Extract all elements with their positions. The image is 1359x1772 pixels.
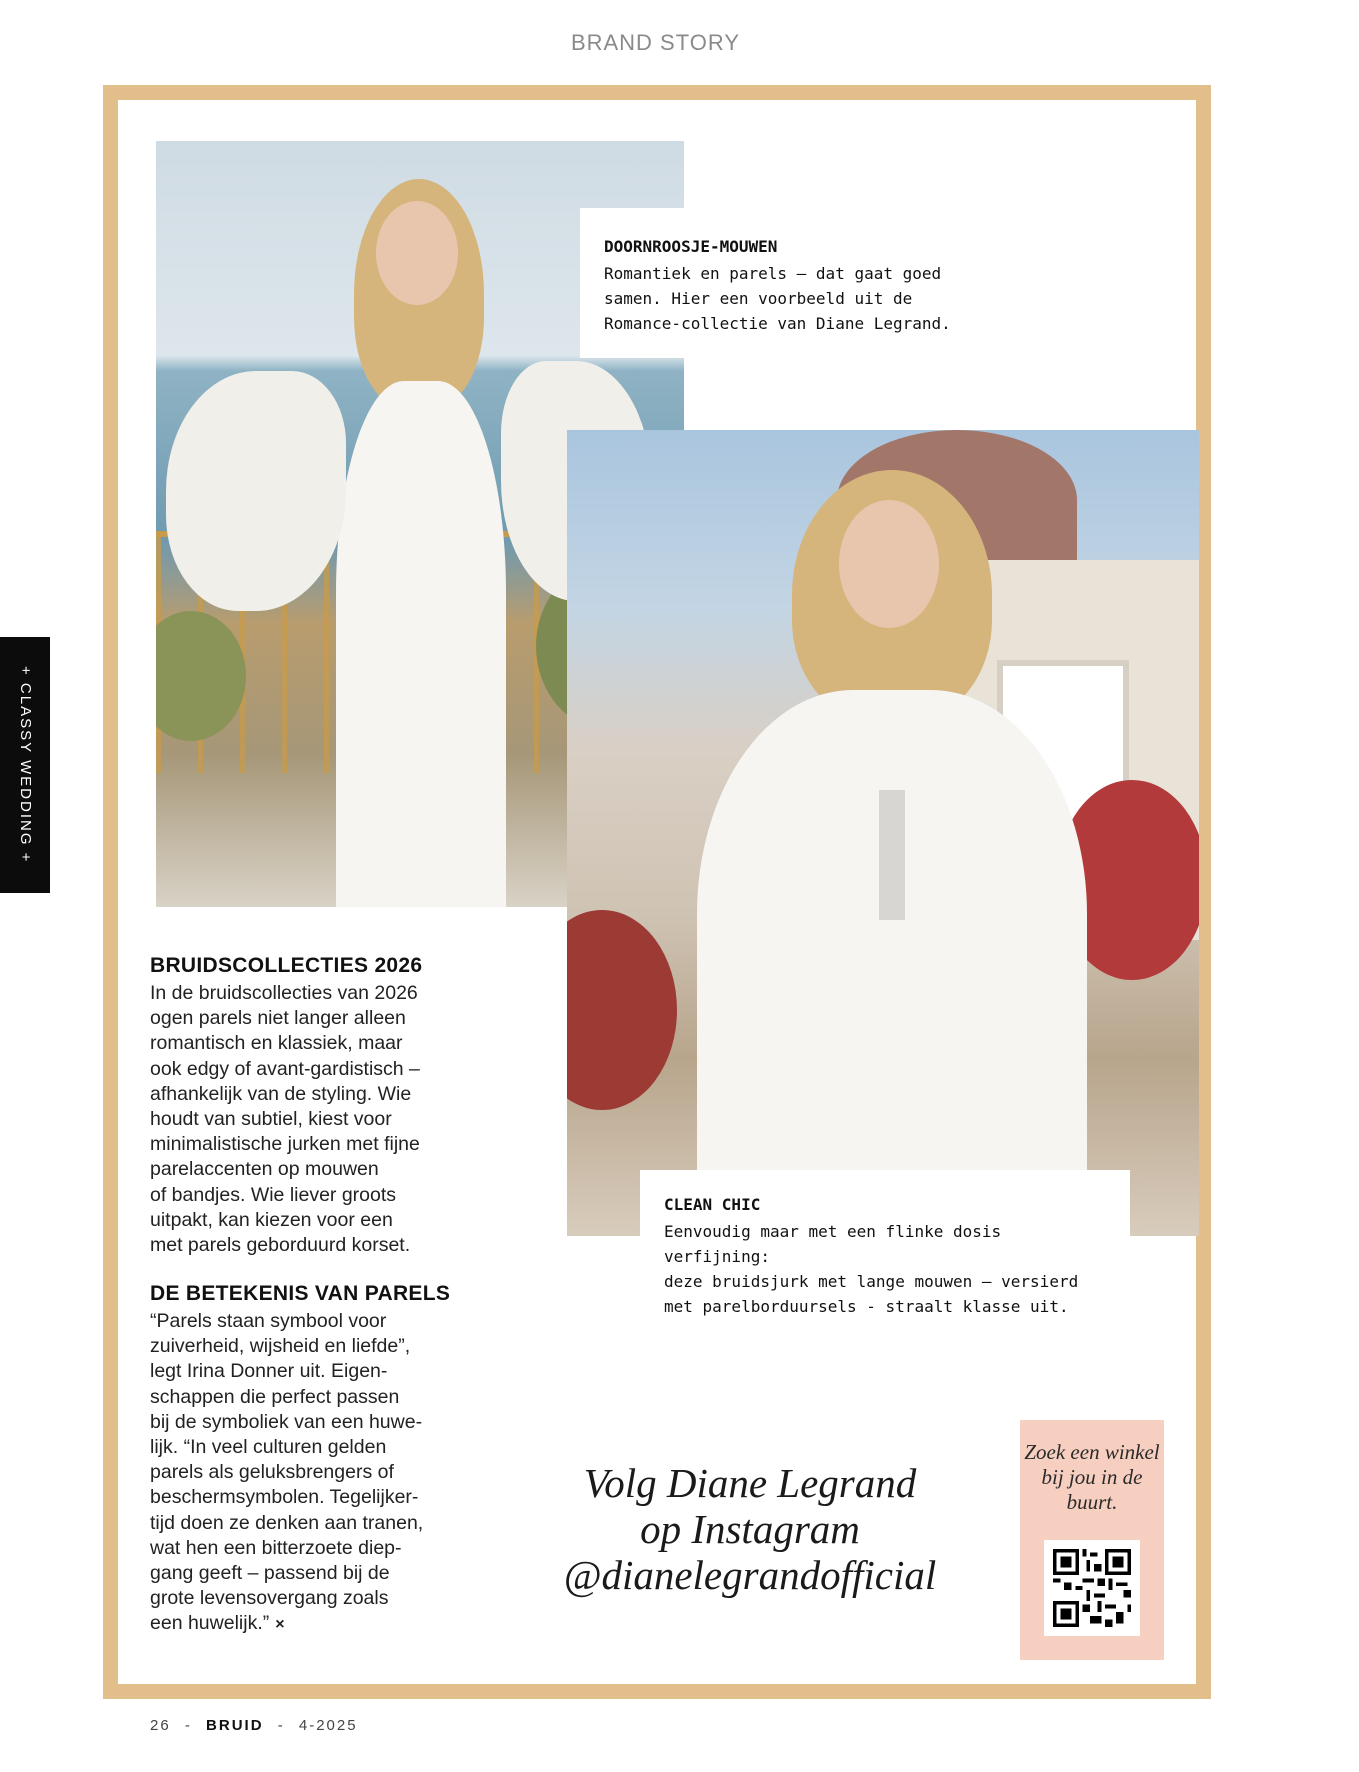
- section-header: BRAND STORY: [570, 30, 741, 55]
- article-section: [150, 1282, 460, 1638]
- article-section: [150, 954, 460, 1258]
- caption-title: DOORNROOSJE-MOUWEN: [604, 237, 778, 256]
- store-locator-text: Zoek een winkel bij jou in de buurt.: [1024, 1440, 1160, 1514]
- red-flowers: [567, 910, 677, 1110]
- store-locator-box: [1020, 1420, 1164, 1660]
- page-number: 26: [150, 1717, 171, 1734]
- promo-line: op Instagram: [640, 1506, 860, 1552]
- magazine-name: BRUID: [206, 1717, 264, 1734]
- instagram-promo: [560, 1460, 940, 1598]
- bride-photo-terrace: [567, 430, 1199, 1236]
- side-tab-label: + CLASSY WEDDING +: [17, 666, 34, 864]
- caption-title: CLEAN CHIC: [664, 1195, 761, 1214]
- article-heading: BRUIDSCOLLECTIES 2026: [150, 954, 423, 977]
- article-body: “Parels staan symbool voor zuiverheid, wijsheid en liefde”, legt Irina Donner uit. Eigen- schappen die perfect passen bij de symboliek van een huwe- lijk. “In veel culturen gelden parels als geluksbrengers of beschermsymbolen. Tegelijker- tijd doen ze denken aan tranen, wat hen een bitterzoete diep- gang geeft – passend bij de grote levensovergang zoals een huwelijk.”: [150, 1310, 424, 1635]
- promo-line: Volg Diane Legrand: [583, 1460, 917, 1506]
- page-footer: [150, 1717, 358, 1734]
- caption-sleeves: [580, 208, 1020, 358]
- qr-code-icon[interactable]: [1044, 1540, 1140, 1636]
- footer-separator: -: [184, 1717, 192, 1734]
- caption-text: Romantiek en parels – dat gaat goed samen. Hier een voorbeeld uit de Romance-collectie van Diane Legrand.: [604, 264, 951, 333]
- end-mark: ×: [275, 1616, 285, 1634]
- side-tab: [0, 637, 50, 893]
- pearl-embroidery: [879, 790, 905, 920]
- issue-number: 4-2025: [298, 1717, 358, 1734]
- article-body: In de bruidscollecties van 2026 ogen parels niet langer alleen romantisch en klassiek, maar ook edgy of avant-gardistisch – afhankelijk van de styling. Wie houdt van subtiel, kiest voor minimalistische jurken met fijne parelaccenten op mouwen of bandjes. Wie liever groots uitpakt, kan kiezen voor een met parels geborduurd korset.: [150, 982, 420, 1257]
- instagram-handle[interactable]: @dianelegrandofficial: [563, 1552, 937, 1598]
- footer-separator: -: [277, 1717, 285, 1734]
- caption-text: Eenvoudig maar met een flinke dosis verfijning: deze bruidsjurk met lange mouwen – versierd met parelborduursels - straalt klasse uit.: [664, 1222, 1079, 1316]
- article-heading: DE BETEKENIS VAN PARELS: [150, 1282, 451, 1305]
- caption-clean-chic: [640, 1170, 1130, 1316]
